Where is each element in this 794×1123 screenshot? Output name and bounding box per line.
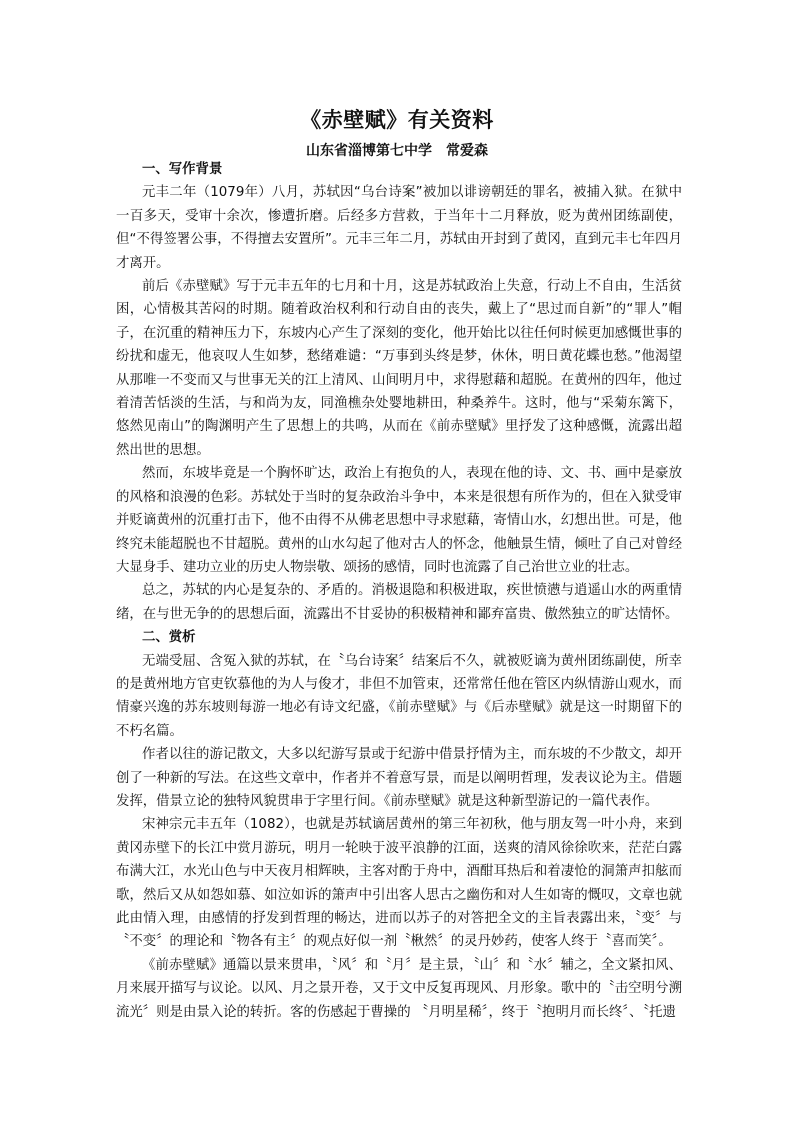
section-heading: 一、写作背景 bbox=[142, 162, 223, 177]
section-heading: 二、赏析 bbox=[142, 630, 196, 646]
paragraph: 作者以往的游记散文，大多以纪游写景或于纪游中借景抒情为主，而东坡的不少散文，却开创了一种新的写法。在这些文章中，作者并不着意写景，而是以阐明哲理，发表议论为主。借题发挥，借景立论的独特风貌贯串于字里行间。《前赤壁赋》就是这种新型游记的一篇代表作。 bbox=[116, 747, 682, 809]
paragraph: 元丰二年（1079年）八月，苏轼因“乌台诗案”被加以诽谤朝廷的罪名，被捕入狱。在狱中一百多天，受审十余次，惨遭折磨。后经多方营救，于当年十二月释放，贬为黄州团练副使，但“不得签署公事，不得擅去安置所”。元丰三年二月，苏轼由开封到了黄冈，直到元丰七年四月才离开。 bbox=[116, 185, 682, 271]
section-background bbox=[116, 158, 682, 626]
paragraph: 然而，东坡毕竟是一个胸怀旷达，政治上有抱负的人，表现在他的诗、文、书、画中是豪放的风格和浪漫的色彩。苏轼处于当时的复杂政治斗争中，本来是很想有所作为的，但在入狱受审并贬谪黄州的沉重打击下，他不由得不从佛老思想中寻求慰藉，寄情山水，幻想出世。可是，他终究未能超脱也不甘超脱。黄州的山水勾起了他对古人的怀念，他触景生情，倾吐了自己对曾经大显身手、建功立业的历史人物崇敬、颂扬的感情，同时也流露了自己治世立业的壮志。 bbox=[116, 466, 682, 575]
author-line: 山东省淄博第七中学 常爱森 bbox=[306, 143, 488, 159]
paragraph: 总之，苏轼的内心是复杂的、矛盾的。消极退隐和积极进取，疾世愤懑与逍遥山水的两重情绪，在与世无争的的思想后面，流露出不甘妥协的积极精神和鄙弃富贵、傲然独立的旷达情怀。 bbox=[116, 583, 682, 622]
page-title: 《赤壁赋》有关资料 bbox=[300, 108, 494, 132]
paragraph: 宋神宗元丰五年（1082），也就是苏轼谪居黄州的第三年初秋，他与朋友驾一叶小舟，来到黄冈赤壁下的长江中赏月游玩，明月一轮映于波平浪静的江面，送爽的清风徐徐吹来，茫茫白露布满大江，水光山色与中天夜月相辉映，主客对酌于舟中，酒酣耳热后和着凄怆的洞箫声扣舷而歌，然后又从如怨如慕、如泣如诉的箫声中引出客人思古之幽伤和对人生如寄的慨叹，文章也就此由情入理，由感情的抒发到哲理的畅达，进而以苏子的对答把全文的主旨表露出来，〝变〞与〝不变〞的理论和〝物各有主〞的观点好似一剂〝楸然〞的灵丹妙药，使客人终于〝喜而笑〞。 bbox=[116, 817, 682, 950]
paragraph: 无端受屈、含冤入狱的苏轼，在〝乌台诗案〞结案后不久，就被贬谪为黄州团练副使，所幸的是黄州地方官吏钦慕他的为人与俊才，非但不加管束，还常常任他在管区内纵情游山观水，而情豪兴逸的苏东坡则每游一地必有诗文纪盛，《前赤壁赋》与《后赤壁赋》就是这一时期留下的不朽名篇。 bbox=[116, 653, 682, 739]
paragraph: 《前赤壁赋》通篇以景来贯串，〝风〞和〝月〞是主景，〝山〞和〝水〞辅之，全文紧扣风、月来展开描写与议论。以风、月之景开卷，又于文中反复再现风、月形象。歌中的〝击空明兮溯流光〞则是由景入论的转折。客的伤感起于曹操的 〝月明星稀〞，终于〝抱明月而长终〞、〝托遗 bbox=[116, 957, 682, 1020]
document-body bbox=[116, 158, 682, 1024]
paragraph: 前后《赤壁赋》写于元丰五年的七月和十月，这是苏轼政治上失意，行动上不自由，生活贫困，心情极其苦闷的时期。随着政治权利和行动自由的丧失，戴上了“思过而自新”的“罪人”帽子，在沉重的精神压力下，东坡内心产生了深刻的变化，他开始比以往任何时候更加感慨世事的纷扰和虚无，他哀叹人生如梦，愁绪难谴：“万事到头终是梦，休休，明日黄花蝶也愁。”他渴望从那唯一不变而又与世事无关的江上清风、山间明月中，求得慰藉和超脱。在黄州的四年，他过着清苦恬淡的生活，与和尚为友，同渔樵杂处婴地耕田，种桑养牛。这时，他与“采菊东篱下，悠然见南山”的陶渊明产生了思想上的共鸣，从而在《前赤壁赋》里抒发了这种感慨，流露出超然出世的思想。 bbox=[116, 279, 682, 458]
section-appreciation bbox=[116, 626, 682, 1024]
